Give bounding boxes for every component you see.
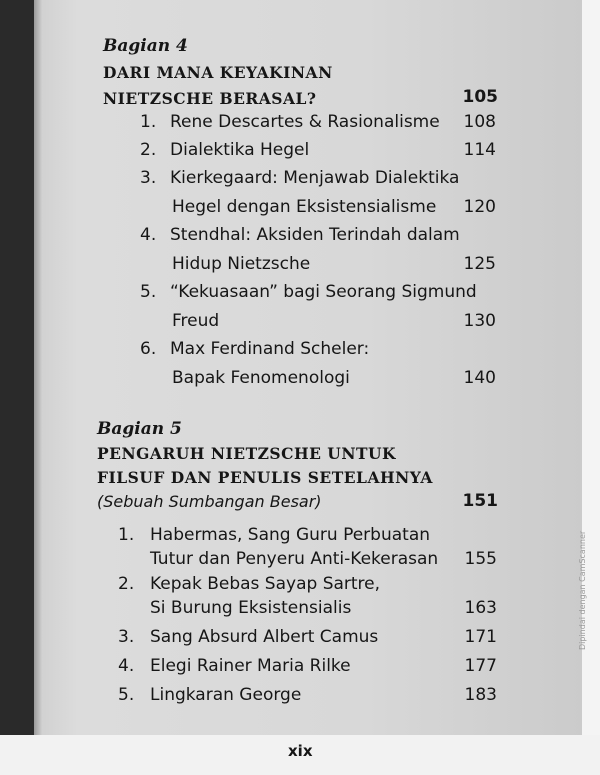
toc-item-num: 3.: [118, 627, 135, 647]
toc-item-page: 114: [463, 140, 496, 160]
toc-item-num: 5.: [140, 282, 157, 302]
toc-item-page: 140: [463, 368, 496, 388]
toc-item-num: 1.: [140, 112, 157, 132]
page-gutter-shadow: [34, 0, 42, 775]
toc-item-title: Kepak Bebas Sayap Sartre,: [150, 574, 381, 594]
toc-item-page: 108: [463, 112, 496, 132]
toc-item-num: 1.: [118, 525, 135, 545]
toc-item-page: 177: [464, 656, 497, 676]
toc-item-title-cont: Tutur dan Penyeru Anti-Kekerasan: [150, 549, 439, 569]
toc-item-title-cont: Si Burung Eksistensialis: [150, 598, 352, 618]
toc-item-title-cont: Hidup Nietzsche: [172, 254, 311, 274]
toc-item-num: 2.: [118, 574, 135, 594]
part5-subtitle: (Sebuah Sumbangan Besar): [97, 492, 322, 511]
toc-item-num: 4.: [118, 656, 135, 676]
toc-item-title-cont: Bapak Fenomenologi: [172, 368, 350, 388]
toc-item-page: 183: [464, 685, 497, 705]
toc-item-num: 6.: [140, 339, 157, 359]
part5-label: Bagian 5: [97, 419, 182, 439]
part5-title-line2: FILSUF DAN PENULIS SETELAHNYA: [97, 468, 433, 487]
toc-item-title: Elegi Rainer Maria Rilke: [150, 656, 351, 676]
toc-item-title: Stendhal: Aksiden Terindah dalam: [170, 225, 460, 245]
toc-item-title: Lingkaran George: [150, 685, 302, 705]
toc-item-title: “Kekuasaan” bagi Seorang Sigmund: [170, 282, 477, 302]
toc-item-title: Habermas, Sang Guru Perbuatan: [150, 525, 431, 545]
scan-margin-right: [582, 0, 600, 775]
toc-item-page: 171: [464, 627, 497, 647]
toc-item-page: 163: [464, 598, 497, 618]
part4-title-line1: DARI MANA KEYAKINAN: [103, 63, 333, 82]
toc-item-title: Sang Absurd Albert Camus: [150, 627, 379, 647]
toc-item-title: Max Ferdinand Scheler:: [170, 339, 370, 359]
part4-label: Bagian 4: [103, 36, 188, 56]
toc-item-num: 5.: [118, 685, 135, 705]
toc-item-title: Dialektika Hegel: [170, 140, 310, 160]
part5-page: 151: [462, 491, 498, 511]
toc-item-num: 3.: [140, 168, 157, 188]
part4-title-line2: NIETZSCHE BERASAL?: [103, 89, 317, 108]
part4-page: 105: [462, 87, 498, 107]
toc-item-title-cont: Freud: [172, 311, 220, 331]
toc-item-num: 2.: [140, 140, 157, 160]
toc-item-num: 4.: [140, 225, 157, 245]
toc-item-page: 120: [463, 197, 496, 217]
toc-item-title: Rene Descartes & Rasionalisme: [170, 112, 440, 132]
toc-item-page: 130: [463, 311, 496, 331]
page-folio: xix: [288, 742, 313, 760]
toc-item-page: 155: [464, 549, 497, 569]
toc-item-title-cont: Hegel dengan Eksistensialisme: [172, 197, 437, 217]
toc-item-title: Kierkegaard: Menjawab Dialektika: [170, 168, 460, 188]
camscanner-watermark: Dipindai dengan CamScanner: [578, 530, 587, 650]
toc-item-page: 125: [463, 254, 496, 274]
part5-title-line1: PENGARUH NIETZSCHE UNTUK: [97, 444, 397, 463]
